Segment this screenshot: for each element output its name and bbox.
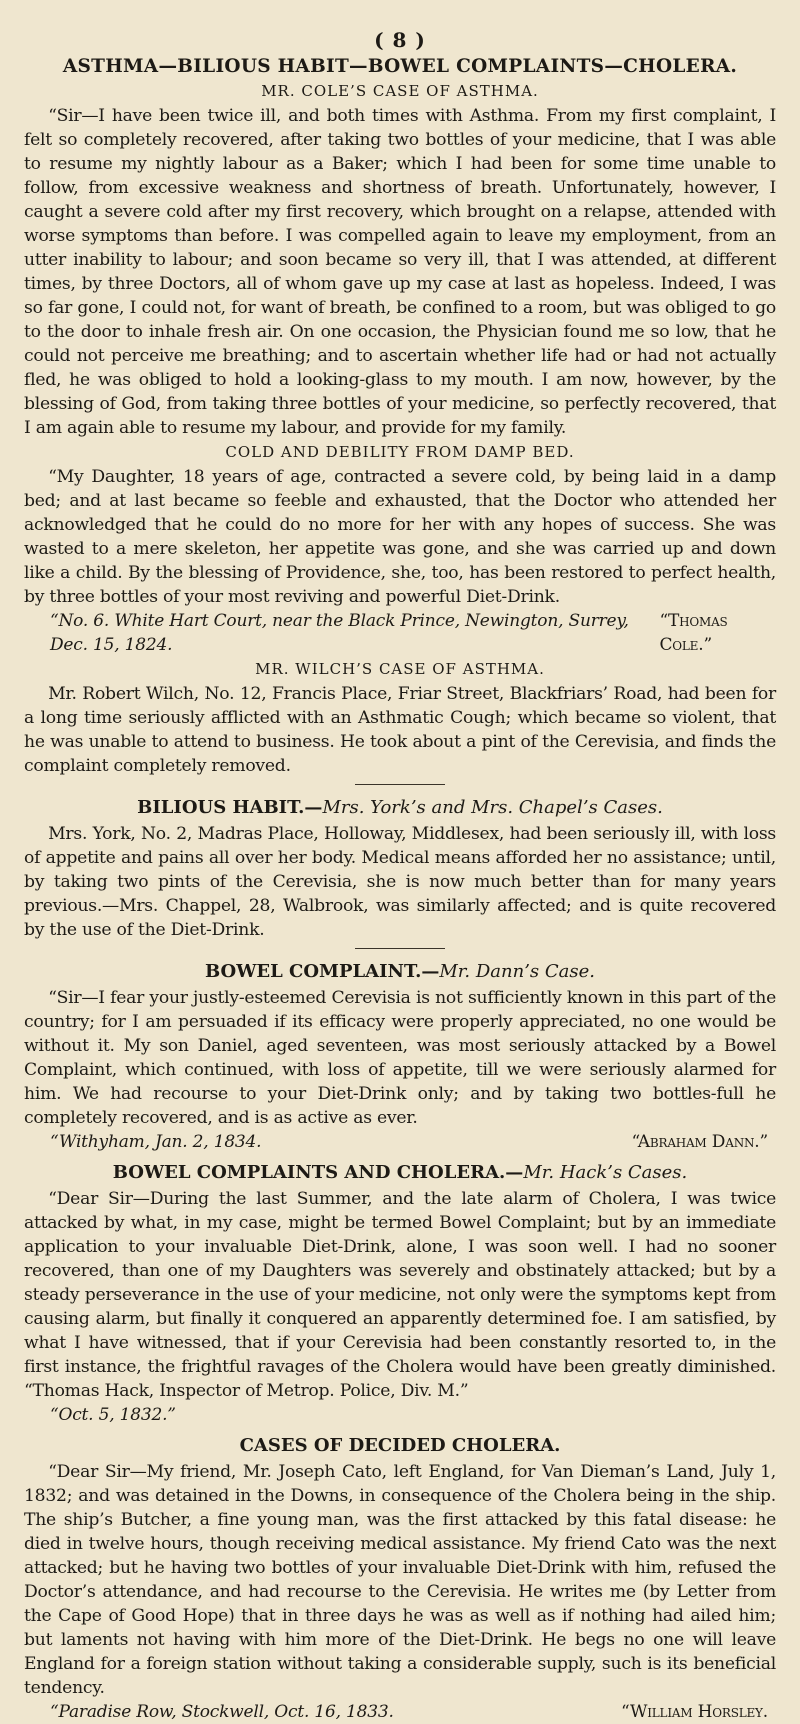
- cholera-location: “Paradise Row, Stockwell, Oct. 16, 1833.: [50, 1702, 394, 1722]
- bilious-heading-main: BILIOUS HABIT.—: [137, 797, 323, 818]
- hack-signature: [24, 1403, 776, 1427]
- dann-location: “Withyham, Jan. 2, 1834.: [50, 1132, 262, 1152]
- hack-heading: [24, 1162, 776, 1183]
- divider: [355, 948, 445, 949]
- debility-case-title: COLD AND DEBILITY FROM DAMP BED.: [225, 443, 575, 461]
- bilious-heading: [24, 797, 776, 818]
- wilch-case-text: Mr. Robert Wilch, No. 12, Francis Place, Friar Street, Blackfriars’ Road, had been for a long time seriously afflicted with an Asthmatic Cough; which became so violent, that he was unable to attend to business. He took about a pint of the Cerevisia, and finds the complaint completely removed.: [24, 684, 776, 776]
- bilious-case-text: Mrs. York, No. 2, Madras Place, Holloway, Middlesex, had been seriously ill, with loss of appetite and pains all over her body. Medical means afforded her no assistance; until, by taking two pints of the Cerevisia, she is now much better than for many years previous.—Mrs. Chappel, 28, Walbrook, was similarly affected; and is quite recovered by the use of the Diet-Drink.: [24, 824, 776, 940]
- cholera-heading: CASES OF DECIDED CHOLERA.: [239, 1435, 561, 1456]
- dann-case-text: “Sir—I fear your justly-esteemed Cerevisia is not sufficiently known in this part of the country; for I am persuaded if its efficacy were properly appreciated, no one would be without it. My son Daniel, aged seventeen, was most seriously attacked by a Bowel Complaint, which continued, with loss of appetite, till we were seriously alarmed for him. We had recourse to your Diet-Drink only; and by taking two bottles-full he completely recovered, and is as active as ever.: [24, 988, 776, 1128]
- debility-location: “No. 6. White Hart Court, near the Black Prince, Newington, Surrey, Dec. 15, 1824.: [50, 611, 629, 655]
- debility-signature: [24, 609, 776, 657]
- hack-case-text: “Dear Sir—During the last Summer, and the late alarm of Cholera, I was twice attacked by what, in my case, might be termed Bowel Complaint; but by an immediate application to your invaluable Diet-Drink, alone, I was soon well. I had no sooner recovered, than one of my Daughters was severely and obstinately attacked; but by a steady perseverance in the use of your medicine, not only were the symptoms kept from causing alarm, but finally it conquered an apparently determined foe. I am satisfied, by what I have witnessed, that if your Cerevisia had been constantly resorted to, in the first instance, the frightful ravages of the Cholera would have been greatly diminished. “Thomas Hack, Inspector of Metrop. Police, Div. M.”: [24, 1189, 776, 1401]
- hack-heading-main: BOWEL COMPLAINTS AND CHOLERA.—: [112, 1162, 524, 1183]
- cole-case-text: “Sir—I have been twice ill, and both times with Asthma. From my first complaint, I felt so completely recovered, after taking two bottles of your medicine, that I was able to resume my nightly labour as a Baker; which I had been for some time unable to follow, from excessive weakness and shortness of breath. Unfortunately, however, I caught a severe cold after my first recovery, which brought on a relapse, attended with worse symptoms than before. I was compelled again to leave my employment, from an utter inability to labour; and soon became so very ill, that I was attended, at different times, by three Doctors, all of whom gave up my case at last as hopeless. Indeed, I was so far gone, I could not, for want of breath, be confined to a room, but was obliged to go to the door to inhale fresh air. On one occasion, the Physician found me so low, that he could not perceive me breathing; and to ascertain whether life had or had not actually fled, he was obliged to hold a looking-glass to my mouth. I am now, however, by the blessing of God, from taking three bottles of your medicine, so perfectly recovered, that I am again able to resume my labour, and provide for my family.: [24, 106, 776, 438]
- debility-signatory: “Thomas Cole.”: [659, 611, 728, 655]
- page-number: ( 8 ): [374, 28, 426, 52]
- dann-heading: [24, 961, 776, 982]
- page-heading: ASTHMA—BILIOUS HABIT—BOWEL COMPLAINTS—CHOLERA.: [62, 56, 738, 77]
- cholera-signature: [24, 1700, 776, 1724]
- dann-heading-sub: Mr. Dann’s Case.: [439, 961, 596, 982]
- divider: [355, 784, 445, 785]
- cole-case-title: MR. COLE’S CASE OF ASTHMA.: [261, 82, 539, 100]
- dann-signatory: “Abraham Dann.”: [631, 1132, 768, 1152]
- cholera-case-text: “Dear Sir—My friend, Mr. Joseph Cato, left England, for Van Dieman’s Land, July 1, 1832; and was detained in the Downs, in consequence of the Cholera being in the ship. The ship’s Butcher, a fine young man, was the first attacked by this fatal disease: he died in twelve hours, though receiving medical assistance. My friend Cato was the next attacked; but he having two bottles of your invaluable Diet-Drink with him, refused the Doctor’s attendance, and had recourse to the Cerevisia. He writes me (by Letter from the Cape of Good Hope) that in three days he was as well as if nothing had ailed him; but laments not having with him more of the Diet-Drink. He begs no one will leave England for a foreign station without taking a considerable supply, such is its beneficial tendency.: [24, 1462, 776, 1698]
- dann-signature: [24, 1130, 776, 1154]
- wilch-case-title: MR. WILCH’S CASE OF ASTHMA.: [255, 660, 545, 678]
- dann-heading-main: BOWEL COMPLAINT.—: [204, 961, 440, 982]
- bilious-heading-sub: Mrs. York’s and Mrs. Chapel’s Cases.: [322, 797, 663, 818]
- hack-location: “Oct. 5, 1832.”: [50, 1405, 176, 1425]
- hack-heading-sub: Mr. Hack’s Cases.: [523, 1162, 688, 1183]
- debility-case-text: “My Daughter, 18 years of age, contracted a severe cold, by being laid in a damp bed; and at last became so feeble and exhausted, that the Doctor who attended her acknowledged that he could do no more for her with any hopes of success. She was wasted to a mere skeleton, her appetite was gone, and she was carried up and down like a child. By the blessing of Providence, she, too, has been restored to perfect health, by three bottles of your most reviving and powerful Diet-Drink.: [24, 467, 776, 607]
- cholera-signatory: “William Horsley.: [621, 1702, 768, 1722]
